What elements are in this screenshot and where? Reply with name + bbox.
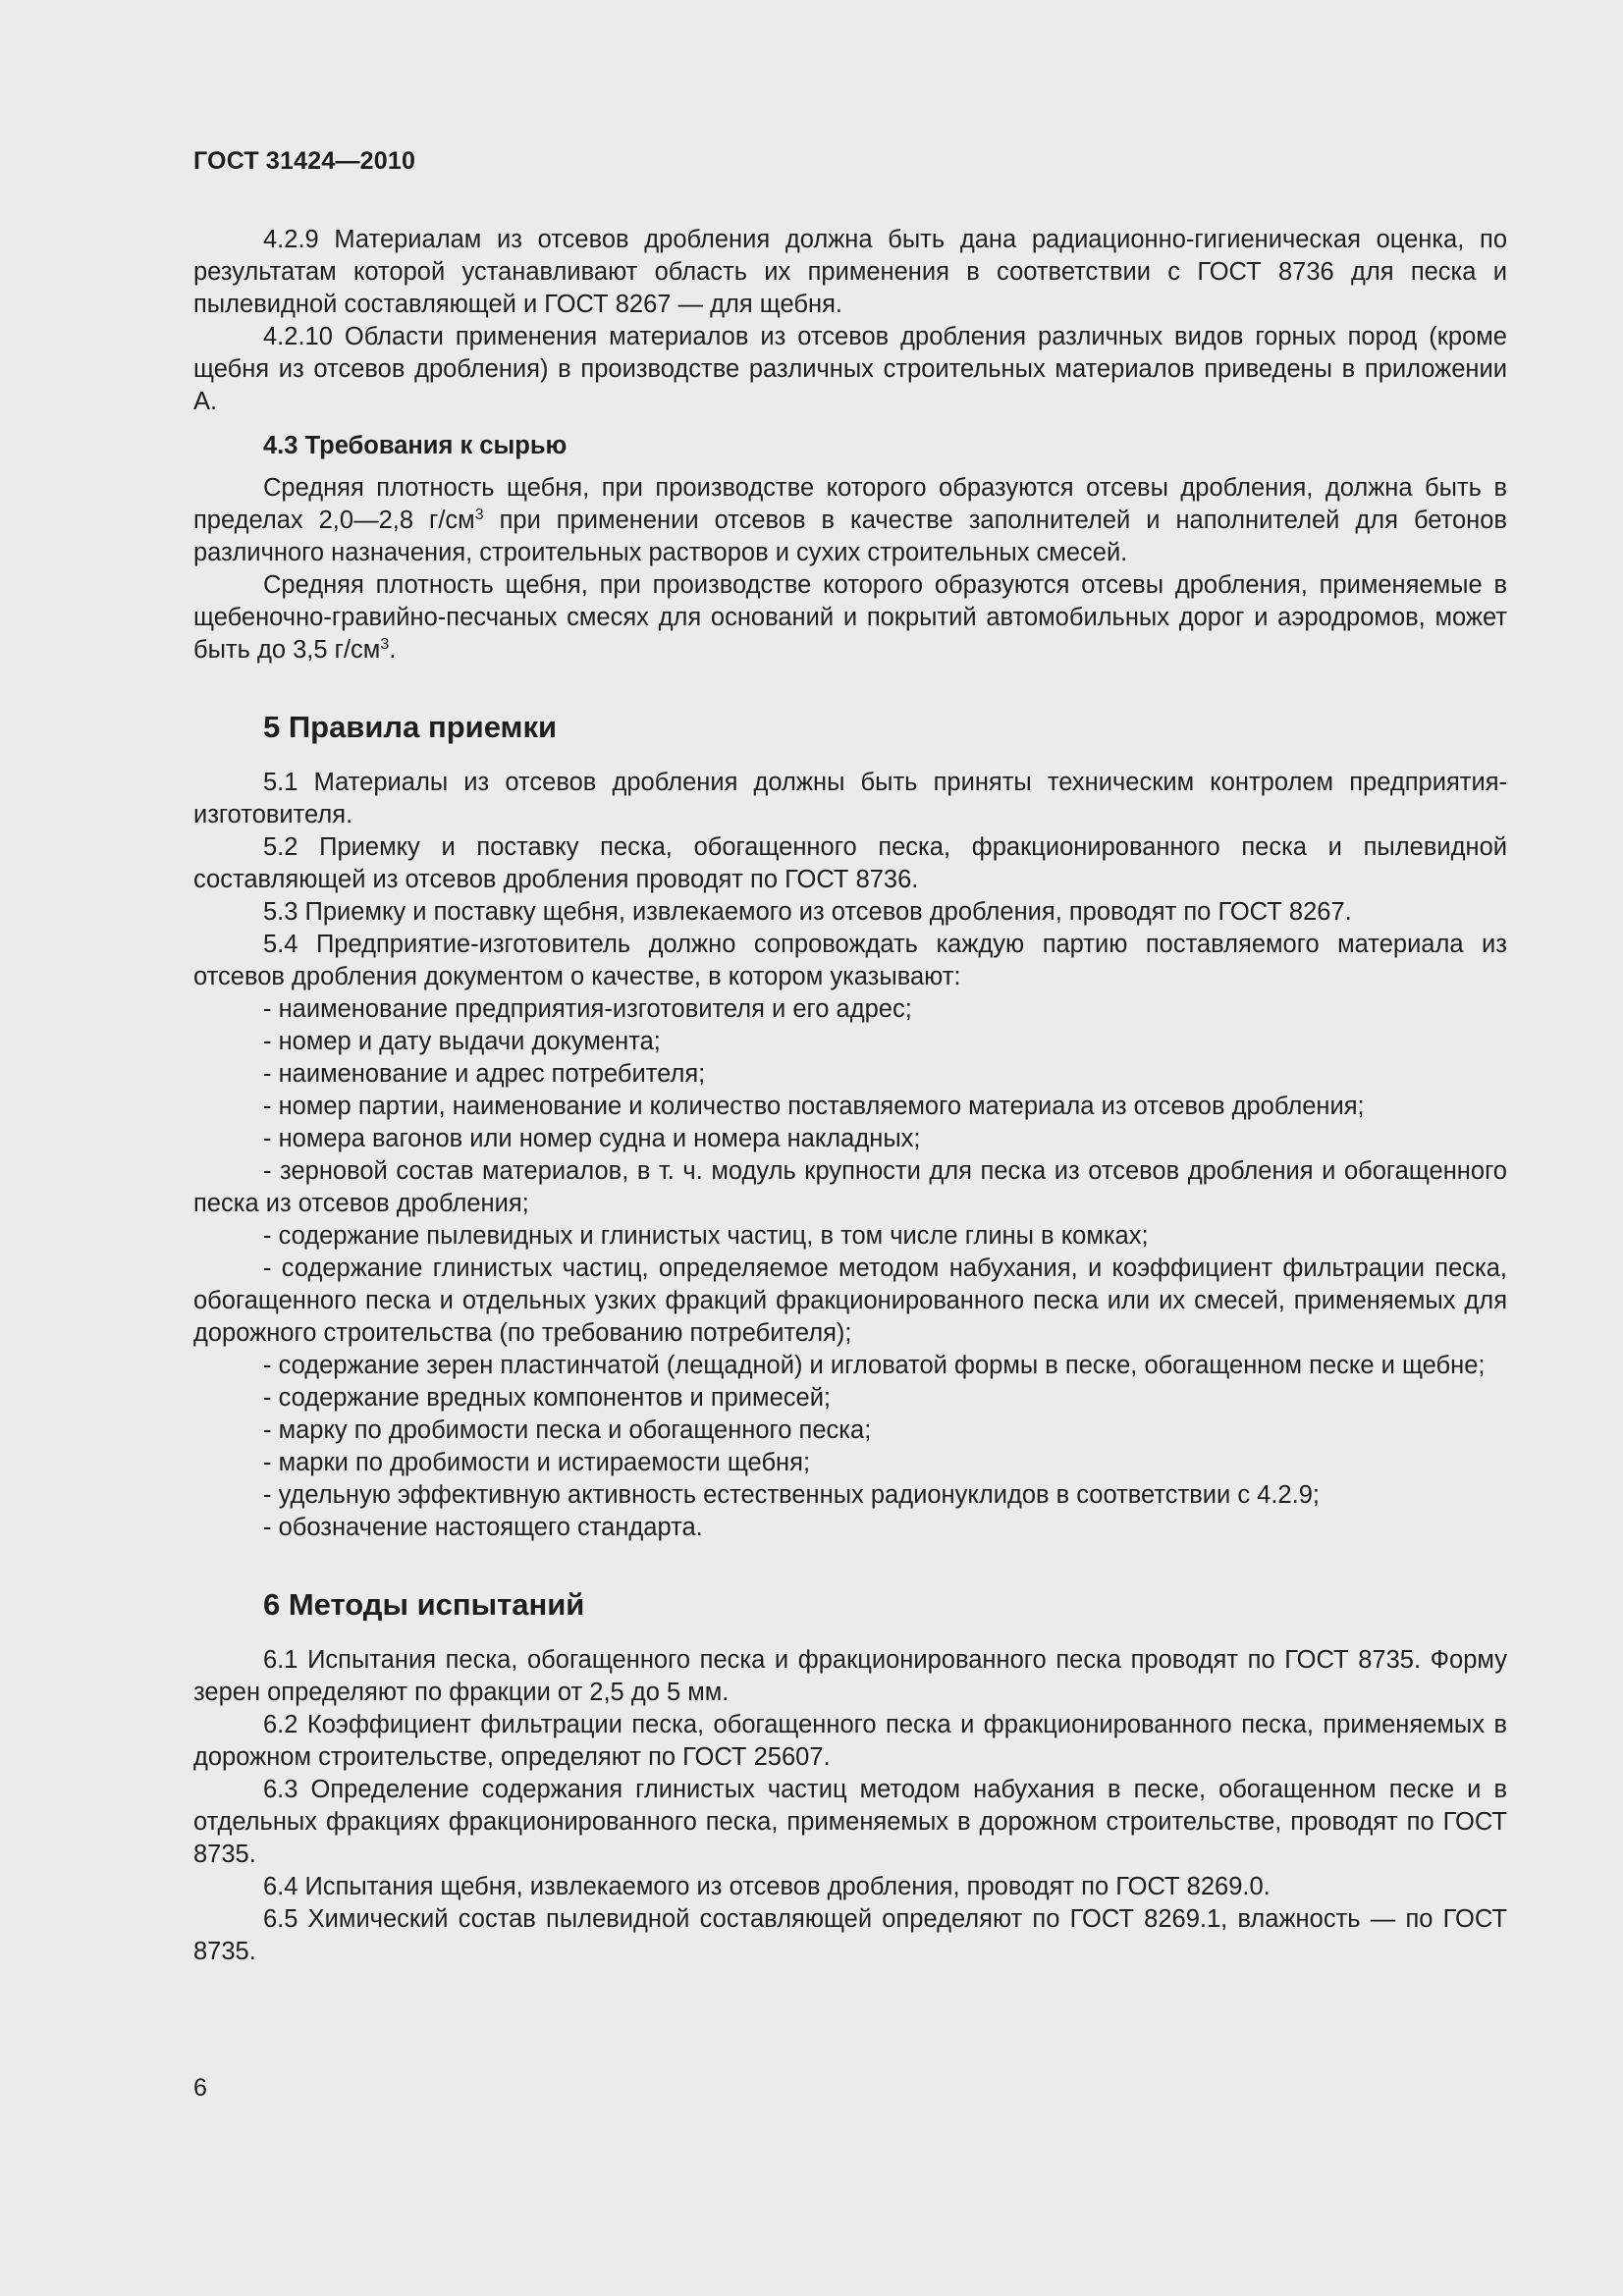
document-header: ГОСТ 31424—2010 [193,147,416,175]
paragraph-4-3-density-roads-part1: Средняя плотность щебня, при производстве которого образуются отсевы дробления, применяемые в щебеночно-гравийно-песчаных смесях для оснований и покрытий автомобильных дорог и аэродромов, может быть до 3,5 г/см [193,571,1507,664]
list-item: - номер и дату выдачи документа; [263,1028,661,1055]
list-item: - содержание зерен пластинчатой (лещадной) и игловатой формы в песке, обогащенном песке и щебне; [263,1352,1486,1379]
superscript-cube: 3 [474,507,484,523]
list-item: - содержание пылевидных и глинистых частиц, в том числе глины в комках; [263,1222,1149,1250]
list-item: - наименование предприятия-изготовителя и его адрес; [263,995,912,1023]
paragraph-5-4: 5.4 Предприятие-изготовитель должно сопровождать каждую партию поставляемого материала из отсевов дробления документом о качестве, в котором указывают: [193,931,1507,990]
paragraph-6-5: 6.5 Химический состав пылевидной составляющей определяют по ГОСТ 8269.1, влажность — по ГОСТ 8735. [193,1905,1507,1965]
paragraph-4-3-density [193,472,1507,569]
subsection-heading-4-3: 4.3 Требования к сырью [263,432,568,459]
paragraph-5-2: 5.2 Приемку и поставку песка, обогащенного песка, фракционированного песка и пылевидной составляющей из отсевов дробления проводят по ГОСТ 8736. [193,833,1507,893]
quality-document-list [193,993,1507,1544]
list-item: - обозначение настоящего стандарта. [263,1514,703,1541]
document-body [193,224,1507,1968]
list-item: - номер партии, наименование и количество поставляемого материала из отсевов дробления; [263,1093,1365,1120]
superscript-cube: 3 [380,636,390,653]
paragraph-4-3-density-roads-part2: . [389,636,397,664]
paragraph-4-2-9: 4.2.9 Материалам из отсевов дробления должна быть дана радиационно-гигиеническая оценка, по результатам которой устанавливают область их применения в соответствии с ГОСТ 8736 для песка и пылевидной составляющей и ГОСТ 8267 — для щебня. [193,226,1507,318]
list-item: - удельную эффективную активность естественных радионуклидов в соответствии с 4.2.9; [263,1481,1320,1509]
paragraph-4-3-density-roads [193,569,1507,667]
paragraph-4-3-density-part2: при применении отсевов в качестве заполнителей и наполнителей для бетонов различного назначения, строительных растворов и сухих строительных смесей. [193,507,1507,566]
paragraph-4-3-density-part1: Средняя плотность щебня, при производстве которого образуются отсевы дробления, должна быть в пределах 2,0—2,8 г/см [193,474,1507,534]
list-item: - наименование и адрес потребителя; [263,1060,706,1088]
paragraph-5-3: 5.3 Приемку и поставку щебня, извлекаемого из отсевов дробления, проводят по ГОСТ 8267. [263,898,1352,926]
list-item: - содержание вредных компонентов и примесей; [263,1384,832,1412]
page-number: 6 [193,2074,207,2102]
paragraph-5-1: 5.1 Материалы из отсевов дробления должны быть приняты техническим контролем предприятия-изготовителя. [193,769,1507,828]
paragraph-6-4: 6.4 Испытания щебня, извлекаемого из отсевов дробления, проводят по ГОСТ 8269.0. [263,1873,1271,1900]
list-item: - марку по дробимости песка и обогащенного песка; [263,1416,872,1444]
paragraph-6-2: 6.2 Коэффициент фильтрации песка, обогащенного песка и фракционированного песка, применяемых в дорожном строительстве, определяют по ГОСТ 25607. [193,1711,1507,1771]
list-item: - содержание глинистых частиц, определяемое методом набухания, и коэффициент фильтрации песка, обогащенного песка и отдельных узких фракций фракционированного песка или их смесей, применяемых для дорожного строительства (по требованию потребителя); [193,1255,1507,1347]
paragraph-6-1: 6.1 Испытания песка, обогащенного песка и фракционированного песка проводят по ГОСТ 8735. Форму зерен определяют по фракции от 2,5 до 5 мм. [193,1646,1507,1706]
paragraph-4-2-10: 4.2.10 Области применения материалов из отсевов дробления различных видов горных пород (кроме щебня из отсевов дробления) в производстве различных строительных материалов приведены в приложении А. [193,323,1507,415]
list-item: - зерновой состав материалов, в т. ч. модуль крупности для песка из отсевов дробления и обогащенного песка из отсевов дробления; [193,1157,1507,1217]
paragraph-6-3: 6.3 Определение содержания глинистых частиц методом набухания в песке, обогащенном песке и в отдельных фракциях фракционированного песка, применяемых в дорожном строительстве, проводят по ГОСТ 8735. [193,1776,1507,1868]
list-item: - номера вагонов или номер судна и номера накладных; [263,1125,921,1152]
list-item: - марки по дробимости и истираемости щебня; [263,1449,811,1476]
section-heading-6: 6 Методы испытаний [263,1587,585,1622]
section-heading-5: 5 Правила приемки [263,710,558,744]
